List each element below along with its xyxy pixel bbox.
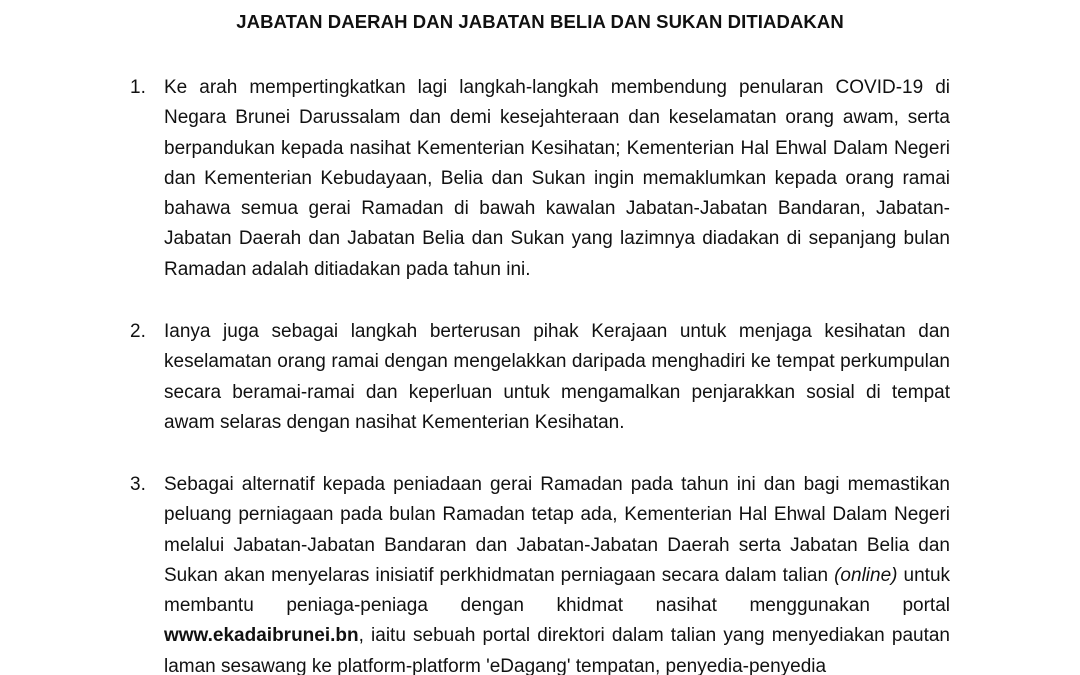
paragraph-text-start: Sebagai alternatif kepada peniadaan gerai Ramadan pada tahun ini dan bagi memastikan peluang perniagaan pada bulan Ramadan tetap ada, Kementerian Hal Ehwal Dalam Negeri melalui Jabatan-Jabatan Bandaran dan Jabatan-Jabatan Daerah serta Jabatan Belia dan Sukan akan menyelaras inisiatif perkhidmatan perniagaan secara dalam talian bbox=[164, 474, 950, 586]
paragraph-text: Ianya juga sebagai langkah berterusan pihak Kerajaan untuk menjaga kesihatan dan keselamatan orang ramai dengan mengelakkan daripada menghadiri ke tempat perkumpulan secara beramai-ramai dan keperluan untuk mengamalkan penjarakkan sosial di tempat awam selaras dengan nasihat Kementerian Kesihatan. bbox=[164, 321, 950, 433]
paragraph-number: 1. bbox=[130, 77, 146, 98]
paragraph-text-middle: untuk membantu peniaga-peniaga dengan khidmat nasihat menggunakan portal bbox=[164, 564, 951, 617]
paragraph-number: 2. bbox=[130, 321, 146, 342]
online-italic-text: (online) bbox=[834, 564, 898, 586]
portal-link[interactable]: www.ekadaibrunei.bn bbox=[164, 625, 359, 647]
paragraph-text: Ke arah mempertingkatkan lagi langkah-langkah membendung penularan COVID-19 di Negara Brunei Darussalam dan demi kesejahteraan dan keselamatan orang awam, serta berpandukan kepada nasihat Kementerian Kesihatan; Kementerian Hal Ehwal Dalam Negeri dan Kementerian Kebudayaan, Belia dan Sukan ingin memaklumkan kepada orang ramai bahawa semua gerai Ramadan di bawah kawalan Jabatan-Jabatan Bandaran, Jabatan-Jabatan Daerah dan Jabatan Belia dan Sukan yang lazimnya diadakan di sepanjang bulan Ramadan adalah ditiadakan pada tahun ini. bbox=[164, 77, 950, 280]
paragraph-number: 3. bbox=[130, 474, 146, 495]
document-title: JABATAN DAERAH DAN JABATAN BELIA DAN SUKAN DITIADAKAN bbox=[236, 11, 844, 32]
paragraph-text bbox=[164, 470, 950, 675]
paragraph-text-end: , iaitu sebuah portal direktori dalam talian yang menyediakan pautan laman sesawang ke platform-platform 'eDagang' tempatan, penyedia-penyedia bbox=[164, 625, 950, 675]
